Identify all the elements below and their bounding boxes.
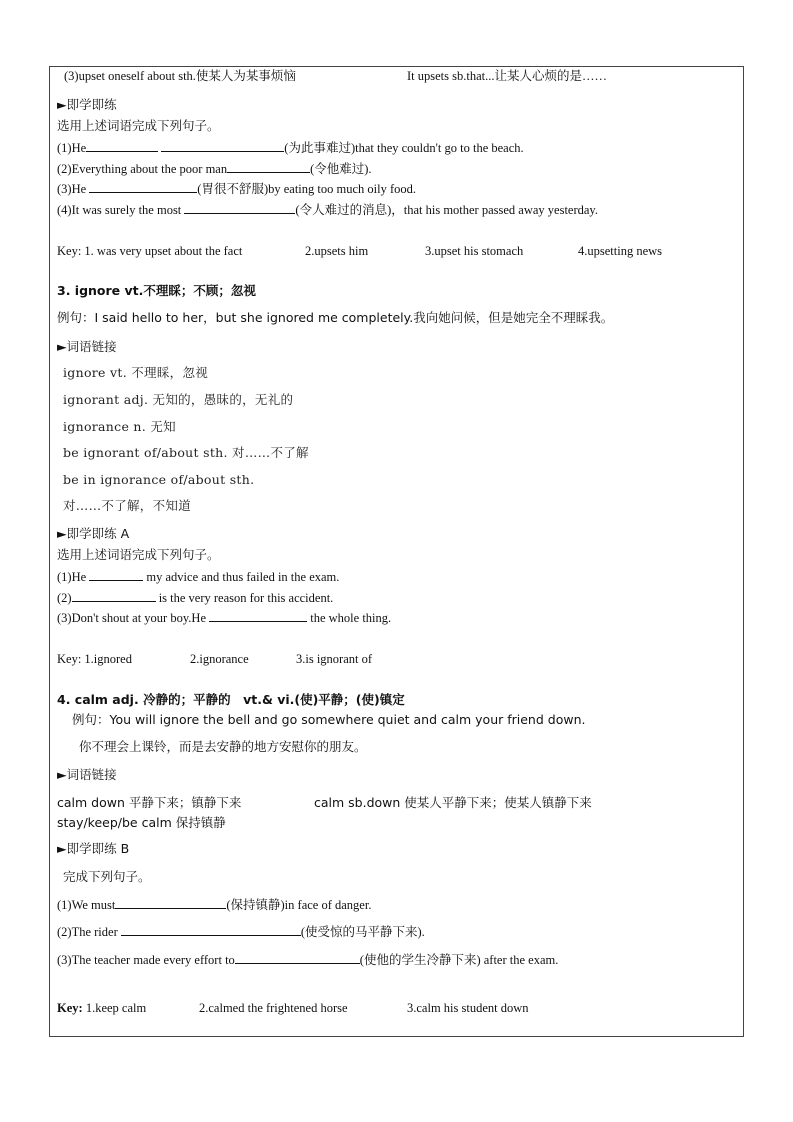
calm-link-1: calm down 平静下来；镇静下来 — [57, 795, 242, 810]
question-a-3: (3)Don't shout at your boy.He the whole thing. — [57, 611, 392, 625]
question-b-1: (1)We must (保持镇静)in face of danger. — [57, 898, 372, 912]
question-a-2: (2) is the very reason for this accident. — [57, 591, 334, 605]
word-link-4: be ignorant of/about sth. 对……不了解 — [63, 445, 309, 460]
section-4-example: 例句：You will ignore the bell and go somewhere quiet and calm your friend down. — [72, 712, 586, 727]
word-link-3: ignorance n. 无知 — [63, 419, 176, 434]
question-a-1: (1)He my advice and thus failed in the exam. — [57, 570, 340, 584]
instruction: 选用上述词语完成下列句子。 — [57, 118, 220, 133]
answer-key-a-3: 3.is ignorant of — [296, 652, 373, 666]
section-4-title: 4. calm adj. 冷静的；平静的 vt.& vi.(使)平静；(使)镇定 — [57, 692, 405, 707]
question-b-2: (2)The rider (使受惊的马平静下来). — [57, 925, 425, 939]
question-3: (3)He (胃很不舒服)by eating too much oily food. — [57, 182, 417, 196]
link-heading-4: ►词语链接 — [57, 767, 117, 782]
question-b-3: (3)The teacher made every effort to (使他的学生冷静下来) after the exam. — [57, 953, 559, 967]
instruction-a: 选用上述词语完成下列句子。 — [57, 547, 220, 562]
word-link-6: 对……不了解，不知道 — [63, 498, 192, 513]
answer-key-b — [57, 1000, 146, 1016]
practice-heading: ►即学即练 — [57, 97, 117, 112]
answer-key-4: 4.upsetting news — [578, 244, 663, 258]
answer-key-b-3: 3.calm his student down — [407, 1001, 529, 1015]
upset-phrase-4: It upsets sb.that...让某人心烦的是…… — [407, 69, 607, 83]
word-link-1: ignore vt. 不理睬，忽视 — [63, 365, 209, 380]
answer-key-b-2: 2.calmed the frightened horse — [199, 1001, 348, 1015]
section-3-title: 3. ignore vt.不理睬；不顾；忽视 — [57, 283, 256, 298]
answer-key-a-2: 2.ignorance — [190, 652, 249, 666]
upset-phrase-3: (3)upset oneself about sth.使某人为某事烦恼 — [64, 69, 296, 83]
answer-key-2: 2.upsets him — [305, 244, 369, 258]
calm-link-3: stay/keep/be calm 保持镇静 — [57, 815, 226, 830]
answer-key-b-1: 1.keep calm — [85, 1001, 147, 1015]
question-4: (4)It was surely the most (令人难过的消息)，that his mother passed away yesterday. — [57, 203, 599, 217]
instruction-b: 完成下列句子。 — [63, 869, 151, 884]
link-heading: ►词语链接 — [57, 339, 117, 354]
practice-heading-a: ►即学即练 A — [57, 526, 130, 541]
word-link-2: ignorant adj. 无知的，愚昧的，无礼的 — [63, 392, 294, 407]
section-3-example: 例句：I said hello to her，but she ignored me completely.我向她问候，但是她完全不理睬我。 — [57, 310, 614, 325]
answer-key-a-1: Key: 1.ignored — [57, 652, 132, 666]
question-1: (1)He (为此事难过)that they couldn't go to the beach. — [57, 141, 524, 155]
answer-key-b-label: Key: — [57, 1001, 83, 1015]
section-4-example-translation: 你不理会上课铃，而是去安静的地方安慰你的朋友。 — [79, 739, 367, 754]
calm-link-2: calm sb.down 使某人平静下来；使某人镇静下来 — [314, 795, 592, 810]
answer-key-label: Key: 1. was very upset about the fact — [57, 244, 243, 258]
practice-heading-b: ►即学即练 B — [57, 841, 130, 856]
answer-key-3: 3.upset his stomach — [425, 244, 524, 258]
question-2: (2)Everything about the poor man (令他难过). — [57, 162, 372, 176]
word-link-5: be in ignorance of/about sth. — [63, 472, 255, 487]
